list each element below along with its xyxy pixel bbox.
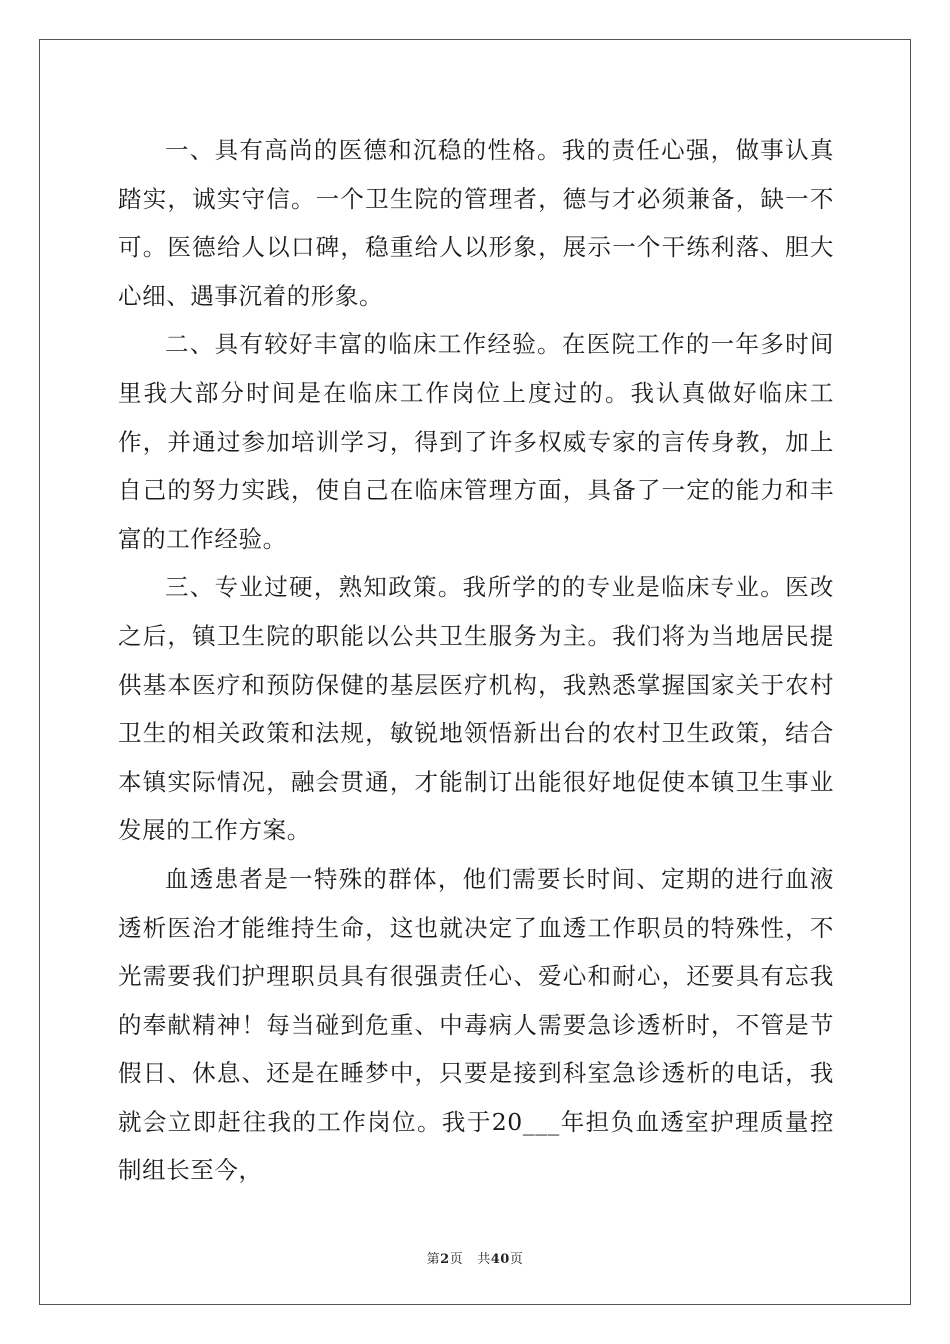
document-body: [118, 126, 834, 1195]
paragraph-1: 一、具有高尚的医德和沉稳的性格。我的责任心强，做事认真踏实，诚实守信。一个卫生院的管理者，德与才必须兼备，缺一不可。医德给人以口碑，稳重给人以形象，展示一个干练利落、胆大心细、遇事沉着的形象。: [118, 136, 834, 310]
current-page-number: 2: [440, 1252, 450, 1267]
page-label-suffix: 页: [449, 1252, 464, 1267]
paragraph-3: 三、专业过硬，熟知政策。我所学的的专业是临床专业。医改之后，镇卫生院的职能以公共卫生服务为主。我们将为当地居民提供基本医疗和预防保健的基层医疗机构，我熟悉掌握国家关于农村卫生的相关政策和法规，敏锐地领悟新出台的农村卫生政策，结合本镇实际情况，融会贯通，才能制订出能很好地促使本镇卫生事业发展的工作方案。: [118, 573, 834, 845]
paragraph-4: 血透患者是一特殊的群体，他们需要长时间、定期的进行血液透析医治才能维持生命，这也就决定了血透工作职员的特殊性，不光需要我们护理职员具有很强责任心、爱心和耐心，还要具有忘我的奉献精神！每当碰到危重、中毒病人需要急诊透析时，不管是节假日、休息、还是在睡梦中，只要是接到科室急诊透析的电话，我就会立即赶往我的工作岗位。我于20___年担负血透室护理质量控制组长至今，: [118, 864, 834, 1185]
total-label-suffix: 页: [509, 1252, 524, 1267]
page-footer: [0, 1248, 950, 1267]
page-label-prefix: 第: [426, 1252, 441, 1267]
paragraph-2: 二、具有较好丰富的临床工作经验。在医院工作的一年多时间里我大部分时间是在临床工作岗位上度过的。我认真做好临床工作，并通过参加培训学习，得到了许多权威专家的言传身教，加上自己的努力实践，使自己在临床管理方面，具备了一定的能力和丰富的工作经验。: [118, 330, 834, 553]
total-label-prefix: 共: [477, 1252, 491, 1267]
total-page-count: 40: [490, 1252, 510, 1267]
